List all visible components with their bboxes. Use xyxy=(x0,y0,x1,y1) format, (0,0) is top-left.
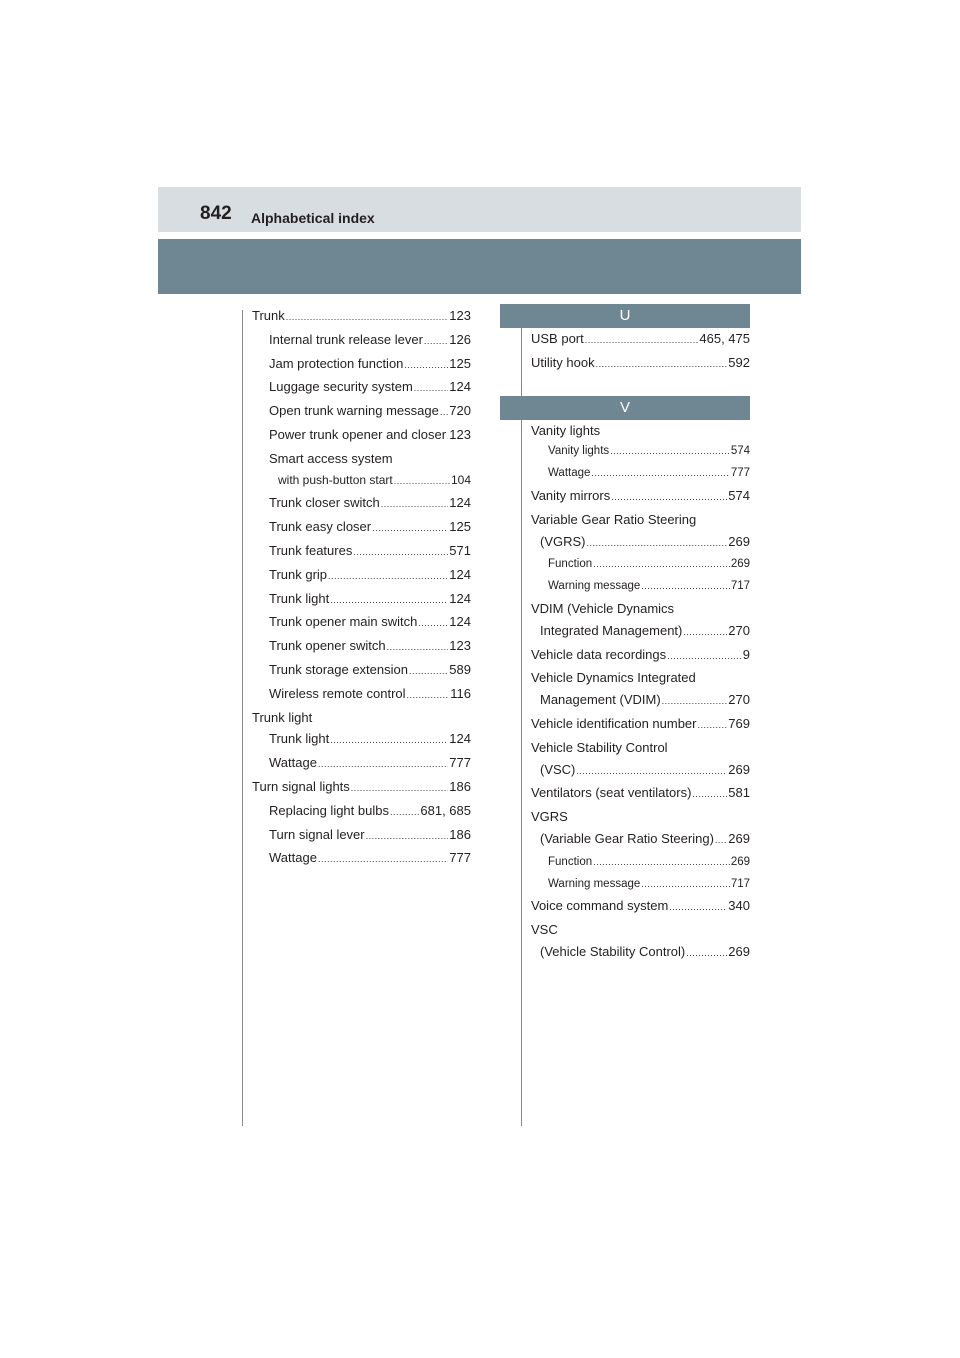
index-entry xyxy=(252,353,471,377)
index-entry xyxy=(531,667,750,689)
dot-leader xyxy=(662,691,728,713)
index-entry xyxy=(252,635,471,659)
index-column-right xyxy=(531,304,750,965)
index-entry-label: Vanity lights xyxy=(548,445,610,458)
index-entry xyxy=(252,611,471,635)
index-entry-page: 186 xyxy=(449,826,471,842)
index-entry-label: Wattage xyxy=(269,755,317,771)
dot-leader xyxy=(683,622,727,644)
index-entry-page: 340 xyxy=(728,898,750,914)
index-entry xyxy=(252,776,471,800)
dot-leader xyxy=(576,761,727,783)
index-entry-page: 269 xyxy=(728,533,750,549)
index-entry xyxy=(531,420,750,442)
index-entry xyxy=(531,352,750,376)
index-entry-label: Turn signal lever xyxy=(269,826,365,842)
index-entry-label: Management (VDIM) xyxy=(540,692,661,708)
index-entry-label: Vanity lights xyxy=(531,422,601,438)
dot-leader xyxy=(447,426,448,448)
index-entry-label: Utility hook xyxy=(531,354,595,370)
index-entry xyxy=(531,852,750,874)
index-entry xyxy=(252,492,471,516)
index-entry-label: Vehicle Dynamics Integrated xyxy=(531,670,696,686)
index-entry xyxy=(531,689,750,713)
dot-leader xyxy=(394,471,450,493)
index-entry-label: Trunk grip xyxy=(269,566,328,582)
index-entry-label: Function xyxy=(548,855,593,868)
index-entry-page: 186 xyxy=(449,778,471,794)
index-entry xyxy=(252,376,471,400)
dot-leader xyxy=(587,533,728,555)
index-entry-label: Jam protection function xyxy=(269,355,404,371)
index-entry xyxy=(252,400,471,424)
index-entry-page: 116 xyxy=(450,685,471,701)
index-entry-label: Voice command system xyxy=(531,898,669,914)
section-v-entries xyxy=(531,420,750,965)
column-divider-left xyxy=(242,310,243,1126)
index-entry xyxy=(531,554,750,576)
index-column-left xyxy=(252,305,471,871)
index-entry xyxy=(531,828,750,852)
dot-leader xyxy=(698,715,728,737)
index-entry-page: 717 xyxy=(730,580,750,593)
dot-leader xyxy=(669,897,727,919)
index-entry-label: Vehicle data recordings xyxy=(531,646,667,662)
index-entry xyxy=(252,824,471,848)
index-entry-page: 123 xyxy=(449,308,471,323)
index-entry-page: 9 xyxy=(742,646,750,662)
index-entry-label: VGRS xyxy=(531,809,568,825)
index-entry-page: 125 xyxy=(449,519,471,535)
index-entry xyxy=(531,328,750,352)
index-entry xyxy=(531,576,750,598)
dot-leader xyxy=(390,802,419,824)
index-entry-label: Trunk light xyxy=(269,731,330,747)
index-entry xyxy=(531,806,750,828)
index-entry xyxy=(531,782,750,806)
index-entry xyxy=(531,644,750,668)
index-entry-page: 126 xyxy=(449,331,471,347)
index-entry xyxy=(531,463,750,485)
dot-leader xyxy=(585,330,699,352)
index-entry-page: 104 xyxy=(450,472,471,487)
dot-leader xyxy=(286,307,449,329)
dot-leader xyxy=(330,730,448,752)
index-entry-page: 269 xyxy=(730,558,750,571)
index-entry-page: 124 xyxy=(449,590,471,606)
index-entry-page: 270 xyxy=(728,622,750,638)
index-entry xyxy=(252,470,471,493)
index-entry-page: 123 xyxy=(449,426,471,442)
dot-leader xyxy=(591,463,729,485)
dot-leader xyxy=(414,378,449,400)
index-entry-label: Open trunk warning message xyxy=(269,403,439,419)
index-entry xyxy=(531,620,750,644)
index-entry xyxy=(252,588,471,612)
index-entry-label: VDIM (Vehicle Dynamics xyxy=(531,600,675,616)
dot-leader xyxy=(424,331,448,353)
index-entry-label: Wattage xyxy=(269,850,317,866)
index-entry-label: USB port xyxy=(531,331,584,346)
index-entry-label: Trunk light xyxy=(269,590,330,606)
index-entry-page: 592 xyxy=(728,354,750,370)
index-entry-label: Integrated Management) xyxy=(540,622,683,638)
index-entry xyxy=(252,800,471,824)
index-entry xyxy=(252,728,471,752)
dot-leader xyxy=(328,566,448,588)
index-entry xyxy=(531,941,750,965)
index-entry xyxy=(252,516,471,540)
index-entry-page: 124 xyxy=(449,731,471,747)
index-entry-page: 681, 685 xyxy=(420,802,471,818)
index-entry-page: 124 xyxy=(449,495,471,511)
index-entry-page: 465, 475 xyxy=(699,331,750,346)
section-letter-u: U xyxy=(500,304,750,328)
index-entry-label: Wattage xyxy=(548,467,591,480)
index-entry-page: 574 xyxy=(728,487,750,503)
index-entry-label: Power trunk opener and closer xyxy=(269,426,447,442)
dot-leader xyxy=(641,576,730,598)
index-entry-page: 124 xyxy=(449,379,471,395)
index-entry-page: 125 xyxy=(449,355,471,371)
index-entry xyxy=(531,441,750,463)
index-entry xyxy=(252,847,471,871)
index-entry-page: 123 xyxy=(449,638,471,654)
column-divider-middle xyxy=(521,310,522,1126)
index-entry xyxy=(252,659,471,683)
dot-leader xyxy=(330,590,448,612)
index-entry xyxy=(252,424,471,448)
index-entry xyxy=(252,540,471,564)
index-entry-label: Turn signal lights xyxy=(252,778,350,794)
index-entry-label: Wireless remote control xyxy=(269,685,406,701)
index-entry-label: Trunk closer switch xyxy=(269,495,380,511)
index-entry xyxy=(531,531,750,555)
dot-leader xyxy=(351,778,449,800)
dot-leader xyxy=(593,852,730,874)
index-entry-page: 269 xyxy=(728,830,750,846)
index-entry-label: Vanity mirrors xyxy=(531,487,611,503)
dot-leader xyxy=(610,441,730,463)
index-entry xyxy=(252,683,471,707)
dot-leader xyxy=(409,661,448,683)
index-entry-page: 124 xyxy=(449,614,471,630)
dot-leader xyxy=(318,754,448,776)
index-entry-label: (Vehicle Stability Control) xyxy=(540,943,686,959)
index-entry xyxy=(252,752,471,776)
index-entry-page: 769 xyxy=(728,715,750,731)
dot-leader xyxy=(418,613,448,635)
index-entry xyxy=(252,707,471,729)
index-entry-page: 571 xyxy=(449,542,471,558)
index-entry-label: Warning message xyxy=(548,580,641,593)
index-entry-label: Variable Gear Ratio Steering xyxy=(531,511,697,527)
index-entry-page: 777 xyxy=(449,850,471,866)
index-entry xyxy=(531,737,750,759)
index-entry-label: Trunk xyxy=(252,308,285,323)
index-entry-label: Luggage security system xyxy=(269,379,413,395)
index-entry-page: 269 xyxy=(728,943,750,959)
dot-leader xyxy=(381,494,449,516)
index-entry xyxy=(252,448,471,470)
index-entry-page: 589 xyxy=(449,661,471,677)
index-entry-label: Trunk features xyxy=(269,542,353,558)
index-entry-label: (Variable Gear Ratio Steering) xyxy=(540,830,714,846)
index-entry xyxy=(531,895,750,919)
dot-leader xyxy=(593,554,730,576)
index-entry-label: Smart access system xyxy=(269,450,393,466)
dot-leader xyxy=(596,354,728,376)
dot-leader xyxy=(318,849,448,871)
index-entry-label: Trunk opener main switch xyxy=(269,614,418,630)
dot-leader xyxy=(667,646,742,668)
dot-leader xyxy=(641,874,730,896)
dot-leader xyxy=(692,784,727,806)
dot-leader xyxy=(372,518,448,540)
index-entry-page: 124 xyxy=(449,566,471,582)
index-entry xyxy=(531,509,750,531)
dot-leader xyxy=(404,355,448,377)
index-entry-label: Trunk opener switch xyxy=(269,638,386,654)
index-entry-label: Function xyxy=(548,558,593,571)
index-entry xyxy=(531,919,750,941)
index-entry-label: Trunk storage extension xyxy=(269,661,408,677)
dot-leader xyxy=(407,685,450,707)
index-entry xyxy=(531,485,750,509)
index-entry-label: with push-button start xyxy=(278,472,393,487)
index-entry-label: Trunk light xyxy=(252,709,313,725)
index-entry-page: 581 xyxy=(728,785,750,801)
section-title: Alphabetical index xyxy=(251,210,375,226)
index-entry-label: (VGRS) xyxy=(540,533,586,549)
index-entry xyxy=(531,874,750,896)
index-entry-page: 717 xyxy=(730,877,750,890)
dot-leader xyxy=(366,826,449,848)
dot-leader xyxy=(686,943,727,965)
index-entry-label: Replacing light bulbs xyxy=(269,802,389,818)
index-entry-page: 574 xyxy=(730,445,750,458)
index-entry-page: 720 xyxy=(449,403,471,419)
dot-leader xyxy=(440,402,448,424)
index-entry-label: Warning message xyxy=(548,877,641,890)
index-entry-label: Vehicle identification number xyxy=(531,715,697,731)
dot-leader xyxy=(387,637,449,659)
section-letter-v: V xyxy=(500,396,750,420)
index-entry xyxy=(531,759,750,783)
index-entry-label: VSC xyxy=(531,922,558,938)
index-entry xyxy=(252,564,471,588)
dot-leader xyxy=(353,542,448,564)
index-entry-page: 777 xyxy=(730,467,750,480)
index-entry-label: Vehicle Stability Control xyxy=(531,739,668,755)
dot-leader xyxy=(611,487,727,509)
index-entry-page: 269 xyxy=(730,855,750,868)
index-entry-label: Trunk easy closer xyxy=(269,519,372,535)
index-entry-label: (VSC) xyxy=(540,761,576,777)
page-number: 842 xyxy=(200,203,232,224)
index-entry-label: Ventilators (seat ventilators) xyxy=(531,785,692,801)
index-entry-page: 777 xyxy=(449,755,471,771)
section-u-entries xyxy=(531,328,750,376)
dot-leader xyxy=(715,830,727,852)
index-entry xyxy=(531,713,750,737)
index-entry-page: 270 xyxy=(728,692,750,708)
index-entry xyxy=(531,598,750,620)
index-entry-page: 269 xyxy=(728,761,750,777)
header-band xyxy=(158,239,801,294)
index-entry xyxy=(252,329,471,353)
index-entry xyxy=(252,305,471,329)
index-entry-label: Internal trunk release lever xyxy=(269,331,423,347)
